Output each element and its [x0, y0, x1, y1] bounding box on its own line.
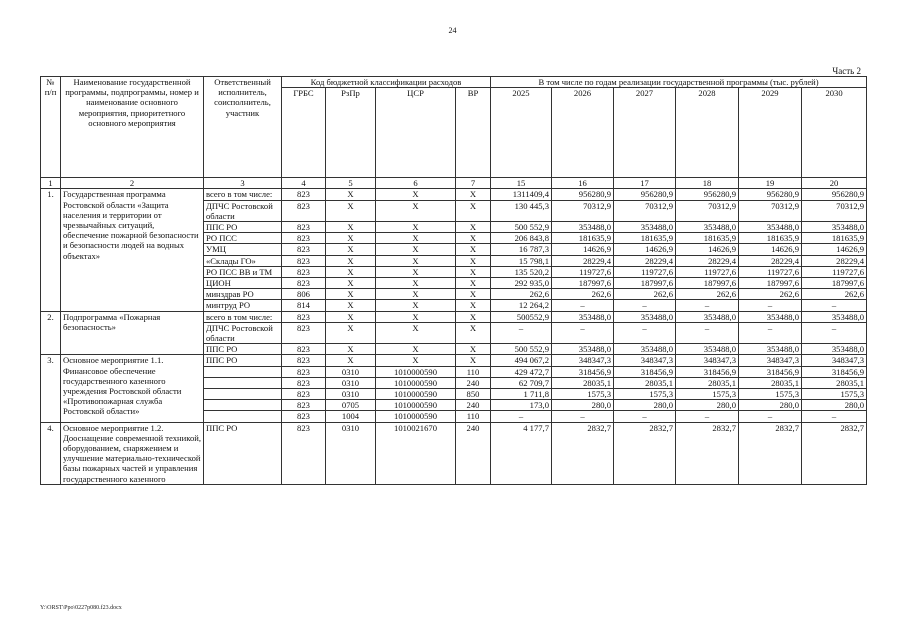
- rzpr-cell: 1004: [326, 411, 376, 422]
- year-value-cell: 187997,6: [739, 278, 802, 289]
- year-value-cell: 187997,6: [552, 278, 614, 289]
- year-value-cell: 318456,9: [739, 366, 802, 377]
- year-value-cell: 292 935,0: [491, 278, 552, 289]
- csr-cell: 1010000590: [376, 400, 456, 411]
- csr-cell: X: [376, 289, 456, 300]
- responsible-cell: УМЦ: [204, 244, 282, 255]
- column-number: 7: [456, 178, 491, 189]
- year-value-cell: 14626,9: [552, 244, 614, 255]
- rzpr-cell: X: [326, 255, 376, 266]
- grbs-cell: 823: [282, 266, 326, 277]
- year-value-cell: 14626,9: [739, 244, 802, 255]
- csr-cell: 1010000590: [376, 377, 456, 388]
- year-value-cell: 348347,3: [802, 355, 867, 366]
- grbs-cell: 823: [282, 389, 326, 400]
- year-value-cell: 28229,4: [552, 255, 614, 266]
- year-value-cell: 135 520,2: [491, 266, 552, 277]
- year-value-cell: 181635,9: [802, 233, 867, 244]
- year-value-cell: 119727,6: [739, 266, 802, 277]
- grbs-cell: 823: [282, 278, 326, 289]
- rzpr-cell: X: [326, 200, 376, 221]
- header-years-group: В том числе по годам реализации государственной программы (тыс. рублей): [491, 77, 867, 88]
- responsible-cell: [204, 366, 282, 377]
- year-value-cell: 1575,3: [802, 389, 867, 400]
- column-number: 20: [802, 178, 867, 189]
- csr-cell: X: [376, 222, 456, 233]
- rzpr-cell: X: [326, 289, 376, 300]
- year-value-cell: 1575,3: [676, 389, 739, 400]
- csr-cell: X: [376, 344, 456, 355]
- header-num: № п/п: [41, 77, 61, 178]
- year-value-cell: 318456,9: [552, 366, 614, 377]
- header-year: 2028: [676, 88, 739, 178]
- csr-cell: X: [376, 255, 456, 266]
- csr-cell: X: [376, 200, 456, 221]
- header-code: Код бюджетной классификации расходов: [282, 77, 491, 88]
- vr-cell: X: [456, 278, 491, 289]
- year-value-cell: 956280,9: [802, 189, 867, 200]
- year-value-cell: 348347,3: [739, 355, 802, 366]
- year-value-cell: 28035,1: [552, 377, 614, 388]
- year-value-cell: 956280,9: [552, 189, 614, 200]
- column-number: 4: [282, 178, 326, 189]
- year-value-cell: 1575,3: [739, 389, 802, 400]
- csr-cell: 1010000590: [376, 366, 456, 377]
- year-value-cell: 181635,9: [614, 233, 676, 244]
- year-value-cell: 353488,0: [614, 344, 676, 355]
- year-value-cell: 130 445,3: [491, 200, 552, 221]
- rzpr-cell: X: [326, 311, 376, 322]
- year-value-cell: –: [491, 411, 552, 422]
- year-value-cell: 2832,7: [552, 422, 614, 484]
- responsible-cell: ДПЧС Ростовской области: [204, 322, 282, 343]
- year-value-cell: 181635,9: [676, 233, 739, 244]
- rzpr-cell: 0705: [326, 400, 376, 411]
- grbs-cell: 823: [282, 233, 326, 244]
- year-value-cell: 28035,1: [614, 377, 676, 388]
- column-number: 16: [552, 178, 614, 189]
- year-value-cell: 353488,0: [739, 344, 802, 355]
- year-value-cell: 500 552,9: [491, 344, 552, 355]
- header-year: 2025: [491, 88, 552, 178]
- year-value-cell: 1575,3: [614, 389, 676, 400]
- responsible-cell: всего в том числе:: [204, 189, 282, 200]
- budget-table: [40, 76, 867, 485]
- grbs-cell: 823: [282, 255, 326, 266]
- header-year: 2029: [739, 88, 802, 178]
- vr-cell: 240: [456, 400, 491, 411]
- rzpr-cell: X: [326, 355, 376, 366]
- year-value-cell: 353488,0: [739, 222, 802, 233]
- grbs-cell: 823: [282, 355, 326, 366]
- year-value-cell: –: [676, 322, 739, 343]
- responsible-cell: всего в том числе:: [204, 311, 282, 322]
- year-value-cell: 494 067,2: [491, 355, 552, 366]
- responsible-cell: [204, 411, 282, 422]
- year-value-cell: 28035,1: [739, 377, 802, 388]
- year-value-cell: –: [552, 322, 614, 343]
- csr-cell: X: [376, 322, 456, 343]
- column-number: 3: [204, 178, 282, 189]
- responsible-cell: ДПЧС Ростовской области: [204, 200, 282, 221]
- program-name: Основное мероприятие 1.1. Финансовое обеспечение государственного казенного учреждения Ростовской области «Противопожарная служба Ростовской области»: [61, 355, 204, 422]
- grbs-cell: 823: [282, 344, 326, 355]
- year-value-cell: 353488,0: [802, 222, 867, 233]
- year-value-cell: 353488,0: [552, 344, 614, 355]
- table-row: [41, 311, 867, 322]
- table-row: [41, 422, 867, 484]
- grbs-cell: 806: [282, 289, 326, 300]
- year-value-cell: 119727,6: [614, 266, 676, 277]
- csr-cell: X: [376, 278, 456, 289]
- vr-cell: X: [456, 200, 491, 221]
- year-value-cell: 500552,9: [491, 311, 552, 322]
- program-name: Государственная программа Ростовской области «Защита населения и территории от чрезвычайных ситуаций, обеспечение пожарной безопасности и безопасности людей на водных объектах»: [61, 189, 204, 311]
- year-value-cell: 1311409,4: [491, 189, 552, 200]
- year-value-cell: 348347,3: [676, 355, 739, 366]
- row-number: 2.: [41, 311, 61, 355]
- year-value-cell: 280,0: [614, 400, 676, 411]
- year-value-cell: 353488,0: [552, 311, 614, 322]
- year-value-cell: 353488,0: [802, 311, 867, 322]
- year-value-cell: 262,6: [802, 289, 867, 300]
- column-number: 5: [326, 178, 376, 189]
- year-value-cell: –: [739, 411, 802, 422]
- year-value-cell: –: [676, 300, 739, 311]
- rzpr-cell: X: [326, 189, 376, 200]
- csr-cell: X: [376, 244, 456, 255]
- footer-path: Y:\ORST\Ppo\0227p080.f23.docx: [40, 605, 122, 611]
- responsible-cell: [204, 400, 282, 411]
- table-row: [41, 355, 867, 366]
- responsible-cell: «Склады ГО»: [204, 255, 282, 266]
- year-value-cell: 956280,9: [614, 189, 676, 200]
- year-value-cell: 348347,3: [552, 355, 614, 366]
- vr-cell: X: [456, 322, 491, 343]
- rzpr-cell: X: [326, 300, 376, 311]
- year-value-cell: –: [802, 411, 867, 422]
- responsible-cell: ЦИОН: [204, 278, 282, 289]
- row-number: 3.: [41, 355, 61, 422]
- year-value-cell: 70312,9: [676, 200, 739, 221]
- column-number-row: [41, 178, 867, 189]
- program-name: Основное мероприятие 1.2. Дооснащение современной техникой, оборудованием, снаряжением и улучшение материально-технической базы пожарных частей и управления государственного казенного: [61, 422, 204, 484]
- year-value-cell: –: [614, 300, 676, 311]
- csr-cell: 1010000590: [376, 389, 456, 400]
- responsible-cell: ППС РО: [204, 422, 282, 484]
- grbs-cell: 823: [282, 366, 326, 377]
- column-number: 19: [739, 178, 802, 189]
- responsible-cell: РО ПСС: [204, 233, 282, 244]
- column-number: 18: [676, 178, 739, 189]
- grbs-cell: 823: [282, 422, 326, 484]
- program-name: Подпрограмма «Пожарная безопасность»: [61, 311, 204, 355]
- year-value-cell: 262,6: [739, 289, 802, 300]
- grbs-cell: 823: [282, 400, 326, 411]
- header-resp: Ответственный исполнитель, соисполнитель, участник: [204, 77, 282, 178]
- year-value-cell: 16 787,3: [491, 244, 552, 255]
- header-year: 2030: [802, 88, 867, 178]
- year-value-cell: 956280,9: [676, 189, 739, 200]
- year-value-cell: –: [491, 322, 552, 343]
- rzpr-cell: 0310: [326, 389, 376, 400]
- rzpr-cell: 0310: [326, 422, 376, 484]
- rzpr-cell: X: [326, 322, 376, 343]
- column-number: 1: [41, 178, 61, 189]
- rzpr-cell: X: [326, 222, 376, 233]
- table-body: [41, 189, 867, 484]
- vr-cell: 240: [456, 422, 491, 484]
- vr-cell: X: [456, 355, 491, 366]
- vr-cell: X: [456, 222, 491, 233]
- year-value-cell: –: [739, 300, 802, 311]
- year-value-cell: 28035,1: [676, 377, 739, 388]
- header-vr: ВР: [456, 88, 491, 178]
- csr-cell: X: [376, 311, 456, 322]
- year-value-cell: 280,0: [676, 400, 739, 411]
- grbs-cell: 823: [282, 322, 326, 343]
- csr-cell: 1010021670: [376, 422, 456, 484]
- year-value-cell: 956280,9: [739, 189, 802, 200]
- year-value-cell: 14626,9: [614, 244, 676, 255]
- row-number: 1.: [41, 189, 61, 311]
- grbs-cell: 823: [282, 200, 326, 221]
- year-value-cell: 28229,4: [614, 255, 676, 266]
- year-value-cell: 429 472,7: [491, 366, 552, 377]
- csr-cell: X: [376, 189, 456, 200]
- grbs-cell: 823: [282, 222, 326, 233]
- year-value-cell: 28229,4: [739, 255, 802, 266]
- year-value-cell: 353488,0: [552, 222, 614, 233]
- rzpr-cell: X: [326, 233, 376, 244]
- csr-cell: X: [376, 233, 456, 244]
- header-name: Наименование государственной программы, подпрограммы, номер и наименование основного мероприятия, приоритетного основного мероприятия: [61, 77, 204, 178]
- year-value-cell: 28229,4: [676, 255, 739, 266]
- year-value-cell: –: [739, 322, 802, 343]
- year-value-cell: 262,6: [552, 289, 614, 300]
- grbs-cell: 823: [282, 189, 326, 200]
- header-rzpr: РзПр: [326, 88, 376, 178]
- year-value-cell: 280,0: [802, 400, 867, 411]
- year-value-cell: 119727,6: [802, 266, 867, 277]
- year-value-cell: 187997,6: [802, 278, 867, 289]
- year-value-cell: 28229,4: [802, 255, 867, 266]
- column-number: 15: [491, 178, 552, 189]
- year-value-cell: 14626,9: [676, 244, 739, 255]
- rzpr-cell: X: [326, 244, 376, 255]
- year-value-cell: 2832,7: [614, 422, 676, 484]
- year-value-cell: 262,6: [676, 289, 739, 300]
- column-number: 17: [614, 178, 676, 189]
- year-value-cell: 70312,9: [552, 200, 614, 221]
- year-value-cell: –: [614, 411, 676, 422]
- rzpr-cell: 0310: [326, 366, 376, 377]
- year-value-cell: –: [676, 411, 739, 422]
- vr-cell: 110: [456, 366, 491, 377]
- year-value-cell: 14626,9: [802, 244, 867, 255]
- year-value-cell: 318456,9: [802, 366, 867, 377]
- year-value-cell: 4 177,7: [491, 422, 552, 484]
- year-value-cell: 12 264,2: [491, 300, 552, 311]
- vr-cell: X: [456, 244, 491, 255]
- year-value-cell: 500 552,9: [491, 222, 552, 233]
- year-value-cell: 353488,0: [676, 311, 739, 322]
- year-value-cell: 181635,9: [552, 233, 614, 244]
- year-value-cell: 262,6: [614, 289, 676, 300]
- rzpr-cell: X: [326, 278, 376, 289]
- year-value-cell: 280,0: [552, 400, 614, 411]
- year-value-cell: 70312,9: [739, 200, 802, 221]
- vr-cell: X: [456, 189, 491, 200]
- page-number: 24: [448, 26, 457, 35]
- responsible-cell: ППС РО: [204, 355, 282, 366]
- vr-cell: X: [456, 255, 491, 266]
- vr-cell: X: [456, 311, 491, 322]
- year-value-cell: 348347,3: [614, 355, 676, 366]
- grbs-cell: 814: [282, 300, 326, 311]
- grbs-cell: 823: [282, 411, 326, 422]
- header-year: 2027: [614, 88, 676, 178]
- column-number: 6: [376, 178, 456, 189]
- responsible-cell: [204, 377, 282, 388]
- year-value-cell: 119727,6: [552, 266, 614, 277]
- vr-cell: 240: [456, 377, 491, 388]
- year-value-cell: 119727,6: [676, 266, 739, 277]
- part-label: Часть 2: [832, 66, 861, 76]
- vr-cell: X: [456, 266, 491, 277]
- year-value-cell: –: [802, 322, 867, 343]
- vr-cell: 110: [456, 411, 491, 422]
- year-value-cell: 62 709,7: [491, 377, 552, 388]
- year-value-cell: –: [552, 411, 614, 422]
- year-value-cell: –: [614, 322, 676, 343]
- responsible-cell: ППС РО: [204, 344, 282, 355]
- csr-cell: X: [376, 266, 456, 277]
- year-value-cell: 181635,9: [739, 233, 802, 244]
- vr-cell: X: [456, 289, 491, 300]
- grbs-cell: 823: [282, 377, 326, 388]
- year-value-cell: 353488,0: [614, 311, 676, 322]
- column-number: 2: [61, 178, 204, 189]
- year-value-cell: 353488,0: [802, 344, 867, 355]
- year-value-cell: 70312,9: [614, 200, 676, 221]
- responsible-cell: минздрав РО: [204, 289, 282, 300]
- rzpr-cell: 0310: [326, 377, 376, 388]
- year-value-cell: 2832,7: [739, 422, 802, 484]
- grbs-cell: 823: [282, 244, 326, 255]
- rzpr-cell: X: [326, 266, 376, 277]
- year-value-cell: 2832,7: [676, 422, 739, 484]
- responsible-cell: минтруд РО: [204, 300, 282, 311]
- header-grbs: ГРБС: [282, 88, 326, 178]
- header-year: 2026: [552, 88, 614, 178]
- vr-cell: X: [456, 233, 491, 244]
- year-value-cell: 353488,0: [676, 344, 739, 355]
- vr-cell: 850: [456, 389, 491, 400]
- row-number: 4.: [41, 422, 61, 484]
- year-value-cell: 318456,9: [676, 366, 739, 377]
- year-value-cell: 353488,0: [739, 311, 802, 322]
- year-value-cell: 70312,9: [802, 200, 867, 221]
- header-row-1: [41, 77, 867, 88]
- year-value-cell: 15 798,1: [491, 255, 552, 266]
- vr-cell: X: [456, 300, 491, 311]
- rzpr-cell: X: [326, 344, 376, 355]
- year-value-cell: 318456,9: [614, 366, 676, 377]
- year-value-cell: 1 711,8: [491, 389, 552, 400]
- responsible-cell: РО ПСС ВВ и ТМ: [204, 266, 282, 277]
- csr-cell: 1010000590: [376, 411, 456, 422]
- year-value-cell: 28035,1: [802, 377, 867, 388]
- year-value-cell: 187997,6: [614, 278, 676, 289]
- year-value-cell: –: [802, 300, 867, 311]
- year-value-cell: –: [552, 300, 614, 311]
- year-value-cell: 262,6: [491, 289, 552, 300]
- year-value-cell: 353488,0: [614, 222, 676, 233]
- year-value-cell: 206 843,8: [491, 233, 552, 244]
- year-value-cell: 173,0: [491, 400, 552, 411]
- csr-cell: X: [376, 300, 456, 311]
- csr-cell: X: [376, 355, 456, 366]
- responsible-cell: ППС РО: [204, 222, 282, 233]
- grbs-cell: 823: [282, 311, 326, 322]
- year-value-cell: 353488,0: [676, 222, 739, 233]
- year-value-cell: 280,0: [739, 400, 802, 411]
- year-value-cell: 187997,6: [676, 278, 739, 289]
- vr-cell: X: [456, 344, 491, 355]
- table-row: [41, 189, 867, 200]
- year-value-cell: 2832,7: [802, 422, 867, 484]
- responsible-cell: [204, 389, 282, 400]
- year-value-cell: 1575,3: [552, 389, 614, 400]
- header-csr: ЦСР: [376, 88, 456, 178]
